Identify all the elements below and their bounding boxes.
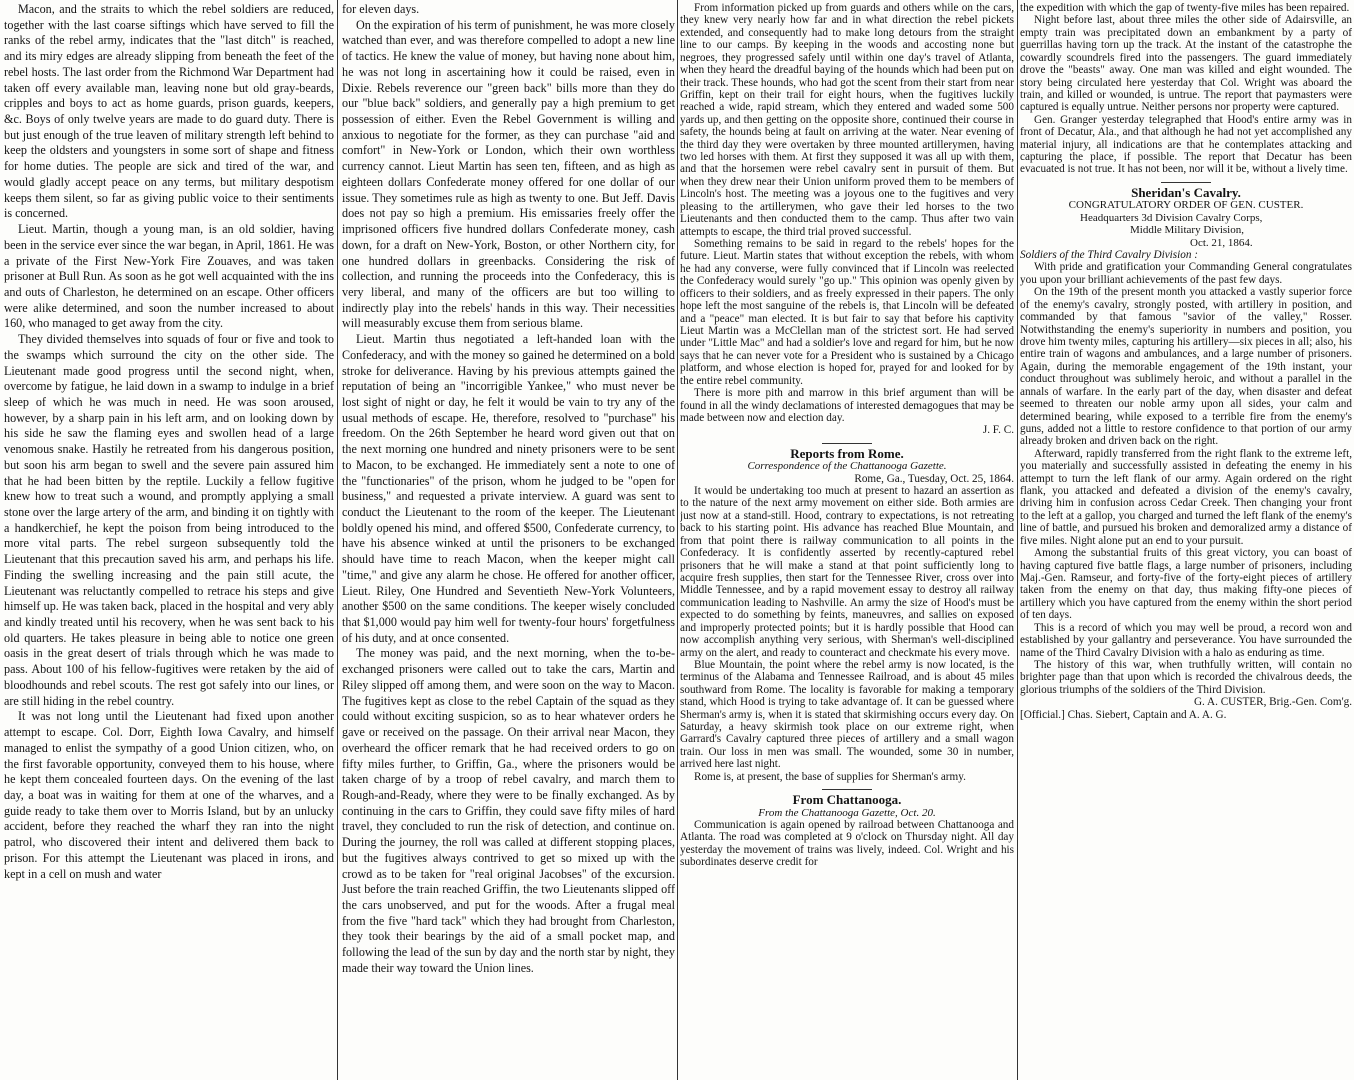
article-paragraph: This is a record of which you may well be proud, a record won and established by your gallantry and perseverance. You have surrounded the name of the Third Cavalry Division with a halo as enduring as time.: [1020, 621, 1352, 659]
article-paragraph: Among the substantial fruits of this great victory, you can boast of having captured five battle flags, a large number of prisoners, including Maj.-Gen. Ramseur, and forty-five of the forty-eight pieces of artillery taken from the enemy on that day, thus making fifty-one pieces of artillery which you have captured from the enemy within the short period of ten days.: [1020, 547, 1352, 622]
article-paragraph: Macon, and the straits to which the rebel soldiers are reduced, together with the last coarse siftings which have served to fill the ranks of the rebel army, indicates that the "last ditch" is reached, and its miry edges are already slipping from beneath the feet of the rebel hosts. The last order from the Richmond War Department had taken off every available man, leaving none but old gray-beards, cripples and boys to act as home guards, prison guards, keepers, &c. Boys of only twelve years are made to do guard duty. There is but just enough of the true leaven of military strength left behind to keep the oldsters and youngsters in some sort of shape and fitness for home duties. The people are sick and tired of the war, and would gladly accept peace on any terms, but military despotism keeps them silent, so far as giving public voice to their sentiments is concerned.: [4, 2, 334, 221]
section-subheading: From the Chattanooga Gazette, Oct. 20.: [758, 806, 936, 819]
column-2: [342, 2, 675, 1078]
article-paragraph: On the 19th of the present month you attacked a vastly superior force of the enemy's cavalry, strongly posted, with artillery in position, and commanded by that famous "savior of the valley," Rosser. Notwithstanding the enemy's superiority in numbers and position, you drove him twenty miles, capturing his artillery—six pieces in all; also, his entire train of wagons and ambulances, and a large number of prisoners. Again, during the memorable engagement of the 19th instant, your conduct throughout was sublimely heroic, and without a parallel in the annals of warfare. In the early part of the day, when disaster and defeat seemed to threaten our noble army upon all sides, your calm and determined bearing, while exposed to a terrible fire from the enemy's guns, added not a little to restore confidence to that portion of our army already broken and driven back on the right.: [1020, 286, 1352, 448]
headquarters-line: Middle Military Division,: [1130, 224, 1244, 237]
article-paragraph: for eleven days.: [342, 2, 420, 16]
section-heading: Sheridan's Cavalry.: [1131, 184, 1241, 200]
column-3: [680, 2, 1014, 1078]
article-paragraph: Communication is again opened by railroad between Chattanooga and Atlanta. The road was completed at 9 o'clock on Thursday night. All day yesterday the movement of trains was lively, indeed. Col. Wright and his subordinates deserve credit for: [680, 819, 1014, 869]
column-divider: [337, 0, 338, 1080]
article-paragraph: Lieut. Martin thus negotiated a left-handed loan with the Confederacy, and with the money so gained he determined on a bold stroke for deliverance. Having by his previous attempts gained the reputation of being an "incorrigible Yankee," who must never be lost sight of night or day, he felt it would be vain to try any of the usual methods of escape. He, therefore, resolved to "purchase" his freedom. On the 26th September he heard word given out that on the next morning one hundred and ninety prisoners were to be sent to Macon, to be exchanged. He immediately sent a note to one of the "functionaries" of the prison, whom he judged to be "open for business," and requested a private interview. A guard was sent to conduct the Lieutenant to the room of the keeper. The Lieutenant boldly opened his mind, and offered $500, Confederate currency, to have his absence winked at until the prisoners to be exchanged should have time to reach Macon, when the keeper might call "time," and give any alarm he chose. He offered for another officer, Lieut. Riley, One Hundred and Seventieth New-York Volunteers, another $500 on the same conditions. The keeper wisely concluded that $1,000 would pay him well for twenty-four hours' forgetfulness of his duty, and at once consented.: [342, 332, 675, 645]
article-paragraph: They divided themselves into squads of four or five and took to the swamps which surround the city on the other side. The Lieutenant made good progress until the second night, when, overcome by fatigue, he laid down in a swamp to indulge in a brief sleep of which he was much in need. He was soon aroused, however, by a sharp pain in his left arm, and on looking down by his side he saw the flaming eyes and swollen head of a large venomous snake. Hastily he retreated from his dangerous position, but soon his arm began to swell and the severe pain assured him that he had been bitten by the reptile. Luckily a fellow fugitive knew how to treat such a wound, and promptly applying a small stone over the large artery of the arm, and binding it on tightly with a handkerchief, he kept the poison from being introduced to the more vital parts. The rebel surgeon subsequently told the Lieutenant that this precaution saved his arm, and perhaps his life. Finding the swelling increasing and the pain still acute, the Lieutenant was reluctantly compelled to retrace his steps and give himself up. He was taken back, placed in the hospital and very ably and kindly treated until his recovery, when he was sent back to his old quarters. He takes pleasure in being able to notice one green oasis in the great desert of trials through which he was made to pass. About 100 of his fellow-fugitives were retaken by the aid of bloodhounds and rebel scouts. The rest got safely into our lines, or are still hiding in the rebel country.: [4, 332, 334, 708]
section-heading: Reports from Rome.: [790, 445, 904, 461]
article-paragraph: It was not long until the Lieutenant had fixed upon another attempt to escape. Col. Dorr, Eighth Iowa Cavalry, and himself managed to enlist the sympathy of a good Union citizen, who, on the first favorable opportunity, conveyed them to his house, where he kept them concealed fourteen days. On the evening of the last day, a boat was in waiting for them at one of the wharves, and a guide ready to take them over to Morris Island, but by an unlucky accident, before they reached the wharf they ran into the night patrol, who discovered their intent and delivered them back to prison. For this attempt the Lieutenant was placed in irons, and kept in a cell on mush and water: [4, 709, 334, 881]
salutation: Soldiers of the Third Cavalry Division :: [1020, 249, 1198, 262]
article-paragraph: With pride and gratification your Commanding General congratulates you upon your brilliant achievements of the past few days.: [1020, 261, 1352, 286]
column-divider: [1017, 0, 1018, 1080]
article-paragraph: Something remains to be said in regard to the rebels' hopes for the future. Lieut. Martin states that without exception the rebels, with whom he had any converse, were fully convinced that if Lincoln was reelected the Confederacy would surely "go up." This opinion was openly given by officers to their soldiers, and as freely expressed in their papers. The only hope left the most sanguine of the rebels is, that Lincoln will be defeated and a "peace" man elected. It is but fair to say that before his captivity Lieut Martin was a McClellan man of the strictest sort. He had served under "Little Mac" and had a soldier's love and regard for him, but he now says that he can never vote for a President who is sustained by a Chicago platform, and whose election is hoped for, prayed for and looked for by the entire rebel community.: [680, 238, 1014, 387]
headquarters-date: Oct. 21, 1864.: [1190, 236, 1253, 249]
article-paragraph: On the expiration of his term of punishment, he was more closely watched than ever, and was therefore compelled to adopt a new line of tactics. He knew the value of money, but having none about him, he was not long in ascertaining how it could be raised, even in Dixie. Rebels reverence our "green back" bills more than they do our "blue back" soldiers, and generally pay a high premium to get possession of either. Even the Rebel Government is willing and anxious to negotiate for the former, as they can purchase "aid and comfort" in New-York or London, which their own worthless currency cannot. Lieut Martin has seen ten, fifteen, and as high as eighteen dollars Confederate money offered for one dollar of our issue. They sometimes rule as high as twenty to one. But Jeff. Davis does not pay so high a premium. His emissaries freely offer the imprisoned officers five hundred dollars Confederate money, cash down, for a draft on New-York, Boston, or other Northern city, for one hundred dollars in greenbacks. Considering the risk of collection, and running the proceeds into the Confederacy, this is very liberal, and many of the officers are but too willing to indirectly play into the rebels' hands in this way. Their necessities will measurably excuse them from serious blame.: [342, 17, 675, 331]
section-divider: [822, 443, 872, 444]
article-paragraph: There is more pith and marrow in this brief argument than will be found in all the windy declamations of interested demagogues that may be made between now and election day.: [680, 387, 1014, 424]
article-paragraph: Gen. Granger yesterday telegraphed that Hood's entire army was in front of Decatur, Ala., and that although he had not yet accomplished any material injury, all indications are that he contemplates attacking and capturing the place, if possible. The report that Decatur has been evacuated is not true. It has not been, nor will it be, without a lively time.: [1020, 113, 1352, 176]
article-paragraph: From information picked up from guards and others while on the cars, they knew very nearly how far and in what direction the rebel pickets extended, and consequently had to make long detours from the straight line to our camps. By keeping in the woods and accosting none but negroes, they progressed safely until within one day's travel of Atlanta, when they heard the dreadful baying of the hounds which had been put on their track. These hounds, who had got the scent from their start from near Griffin, kept on their trail for eight hours, when the fugitives luckily reached a wide, rapid stream, which they entered and waded some 500 yards up, and then getting on the opposite shore, continued their course in safety, the hounds being at fault on arriving at the water. Near evening of the third day they were overtaken by three mounted artillerymen, having two led horses with them. At first they supposed it was all up with them, and that the horsemen were rebel cavalry sent in pursuit of them. But when they drew near their Union uniform proved them to be members of Lincoln's host. The meeting was a joyous one to the fugitives and very pleasing to the artillerymen, who gave their led horses to the two Lieutenants and then conducted them to the camp. Thus after two vain attempts to escape, the third trial proved successful.: [680, 2, 1014, 238]
author-signature: J. F. C.: [982, 424, 1014, 437]
article-paragraph: It would be undertaking too much at present to hazard an assertion as to the nature of the next army movement on either side. Both armies are just now at a stand-still. Hood, contrary to expectations, is not retreating back to his starting point. His advance has reached Blue Mountain, and from that point there is railway communication to all points in the Confederacy. It is confidently asserted by recently-captured rebel prisoners that he will make a stand at that point sufficiently long to acquire fresh supplies, then start for the Tennessee River, cross over into Middle Tennessee, and by a rapid movement essay to destroy all railway communication leading to Nashville. An army the size of Hood's must be expected to do something by feints, maneuvres, and sallies on exposed and improperly protected points; but it is hardly possible that Hood can now accomplish anything very serious, with Sherman's well-disciplined army on the alert, and ready to counteract and checkmate his every move.: [680, 485, 1014, 659]
article-paragraph: Blue Mountain, the point where the rebel army is now located, is the terminus of the Alabama and Tennessee Railroad, and is about 45 miles southward from Rome. The locality is favorable for making a temporary stand, which Hood is trying to take advantage of. It can be guessed where Sherman's army is, when it is stated that skirmishing occurs every day. On Saturday, a heavy skirmish took place on our extreme right, when Garrard's Cavalry captured three pieces of artillery and a small wagon train. Our loss in men was small. The wounded, some 30 in number, arrived here last night.: [680, 658, 1014, 771]
article-paragraph: Night before last, about three miles the other side of Adairsville, an empty train was precipitated down an embankment by a party of guerrillas having torn up the track. At the instant of the catastrophe the cowardly scoundrels fired into the passengers. The guard immediately drove the "beasts" away. One man was killed and eight wounded. The story being circulated here yesterday that Col. Wright was aboard the train, and killed or wounded, is untrue. The report that paymasters were captured is equally untrue. Neither persons nor property were captured.: [1020, 14, 1352, 114]
column-divider: [677, 0, 678, 1080]
headquarters-line: Headquarters 3d Division Cavalry Corps,: [1080, 211, 1263, 224]
section-subheading: CONGRATULATORY ORDER OF GEN. CUSTER.: [1068, 199, 1304, 212]
dateline: Rome, Ga., Tuesday, Oct. 25, 1864.: [854, 472, 1014, 485]
article-paragraph: The history of this war, when truthfully written, will contain no brighter page than that upon which is recorded the chivalrous deeds, the glorious triumphs of the soldiers of the Third Division.: [1020, 658, 1352, 696]
article-paragraph: Lieut. Martin, though a young man, is an old soldier, having been in the service ever since the war began, in April, 1861. He was a private of the First New-York Fire Zouaves, and was taken prisoner at Bull Run. As soon as he got well acquainted with the ins and outs of Charleston, he determined on an escape. Other officers were alike determined, and soon the number increased to about 160, who managed to get away from the city.: [4, 222, 334, 331]
section-subheading: Correspondence of the Chattanooga Gazette.: [747, 460, 947, 473]
article-paragraph: The money was paid, and the next morning, when the to-be-exchanged prisoners were called out to take the cars, Martin and Riley slipped off among them, and were soon on the way to Macon. The fugitives kept as close to the rebel Captain of the squad as they could without exciting suspicion, so as to hear whatever orders he gave or received on the passage. On their arrival near Macon, they overheard the officer remark that he had received orders to go on fifty miles further, to Griffin, Ga., where the prisoners would be taken charge of by a troop of rebel cavalry, and march them to Rough-and-Ready, where they were to be finally exchanged. As by continuing in the cars to Griffin, they could save fifty miles of hard travel, they concluded to run the risk of detection, and continue on. During the journey, the roll was called at different stopping places, but the fugitives always contrived to get so mixed up with the crowd as to be taken for "real original Jacobses" of the excursion. Just before the train reached Griffin, the two Lieutenants slipped off the cars unobserved, and put for the woods. After a frugal meal from the five "hard tack" which they had brought from Charleston, they took their bearings by the aid of a small pocket map, and following the lead of the sun by day and the north star by night, they made their way toward the Union lines.: [342, 646, 675, 975]
author-signature: G. A. CUSTER, Brig.-Gen. Com'g.: [1193, 696, 1352, 709]
official-signature: [Official.] Chas. Siebert, Captain and A. A. G.: [1020, 708, 1227, 721]
column-1: [4, 2, 334, 1078]
article-paragraph: the expedition with which the gap of twenty-five miles has been repaired.: [1020, 2, 1350, 14]
article-paragraph: Rome is, at present, the base of supplies for Sherman's army.: [694, 770, 966, 783]
article-paragraph: Afterward, rapidly transferred from the right flank to the extreme left, you materially and successfully assisted in defeating the enemy in his attempt to turn the left flank of our army. Again ordered on the right flank, you attacked and defeated a division of the enemy's cavalry, driving him in confusion across Cedar Creek. Then changing your front to the left at a gallop, you charged and turned the left flank of the enemy's line of battle, and pursued his broken and demoralized army a distance of five miles. Night alone put an end to your pursuit.: [1020, 447, 1352, 547]
column-4: [1020, 2, 1352, 1078]
section-heading: From Chattanooga.: [792, 792, 902, 808]
section-divider: [822, 789, 872, 790]
section-divider: [1161, 182, 1211, 183]
